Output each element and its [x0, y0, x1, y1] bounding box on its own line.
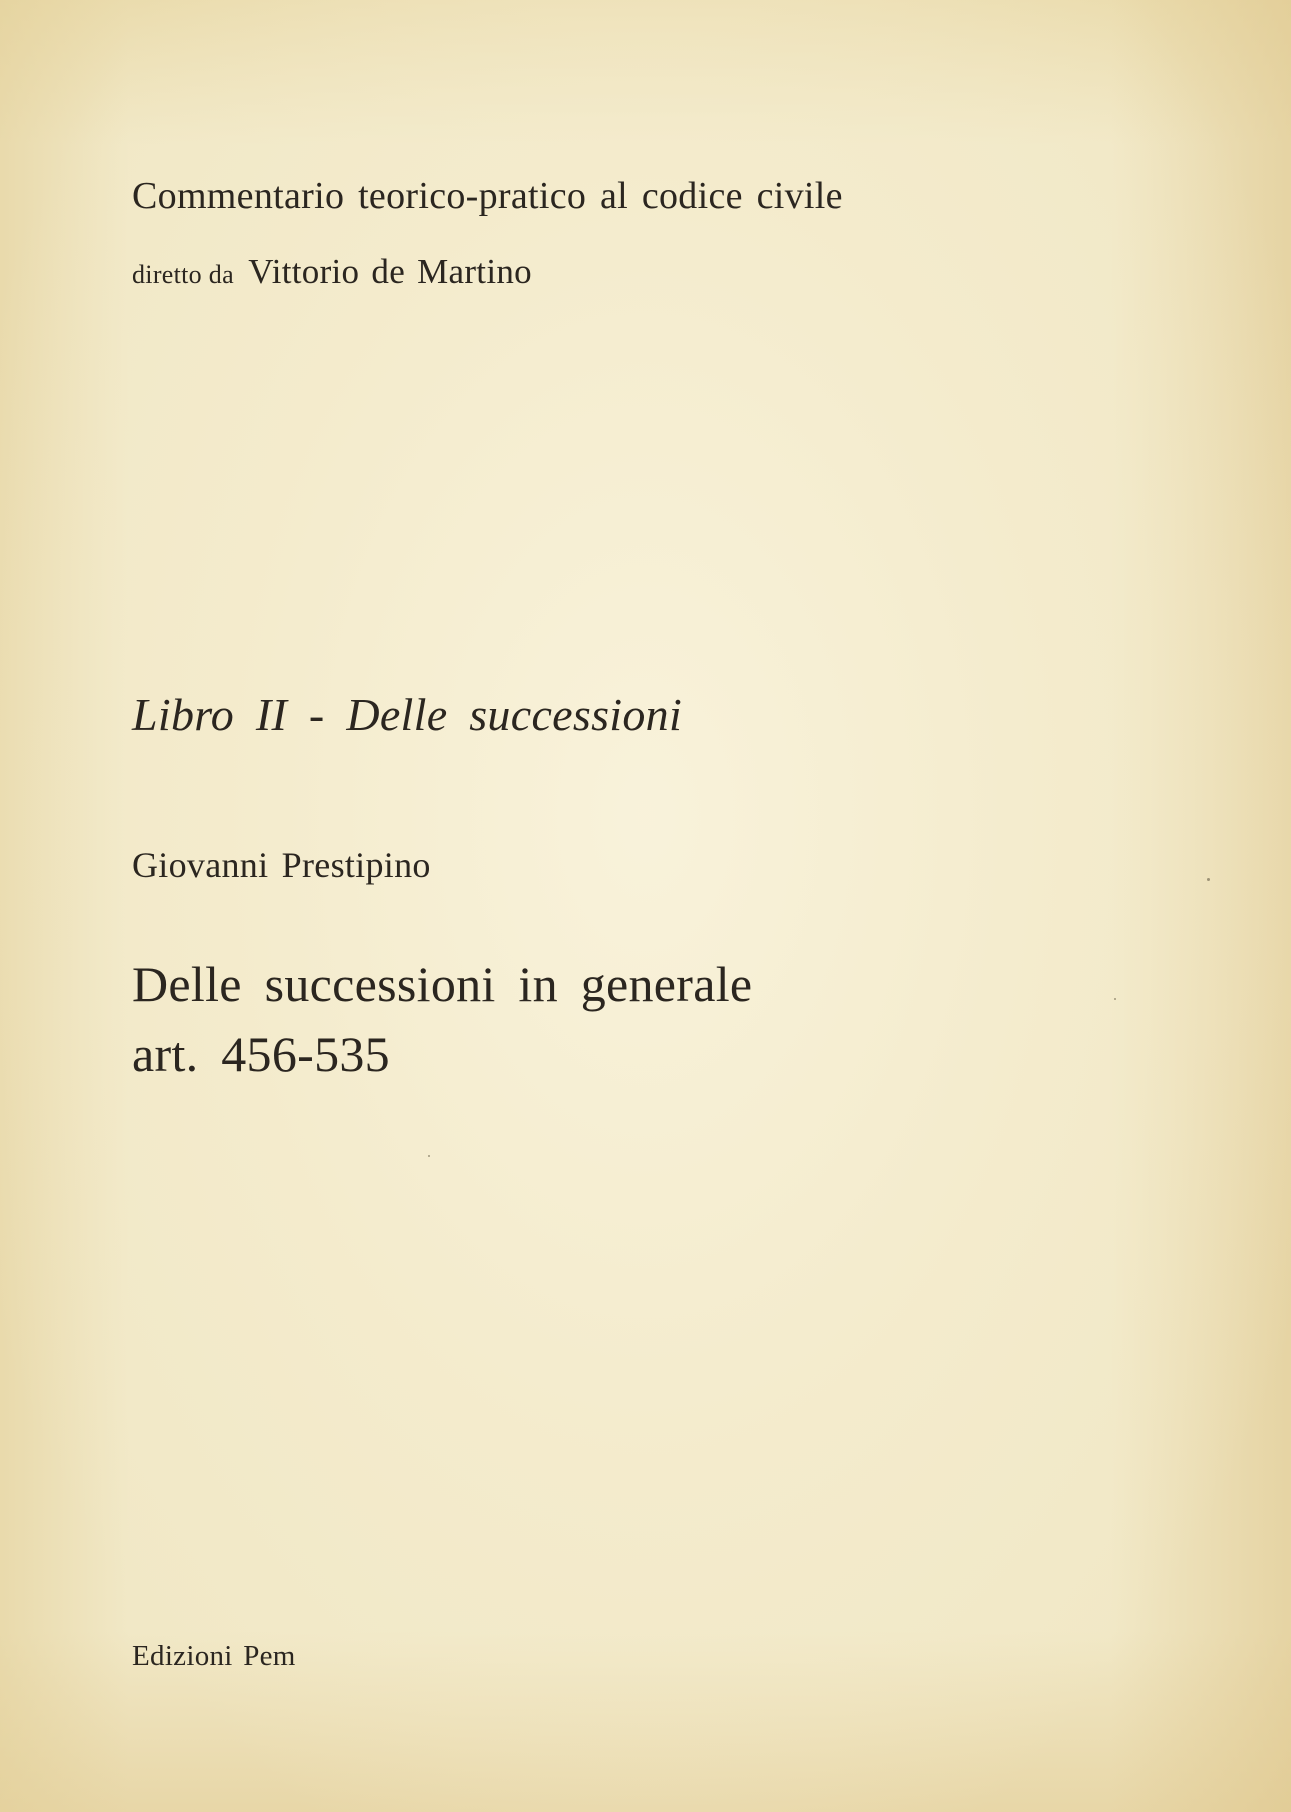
publisher-name: Edizioni Pem — [132, 1640, 296, 1672]
series-title: Commentario teorico-pratico al codice civile — [132, 175, 843, 217]
paper-speck — [1207, 878, 1210, 881]
director-line — [132, 252, 532, 292]
director-name: Vittorio de Martino — [248, 252, 532, 291]
paper-speck — [428, 1155, 430, 1157]
work-title: Delle successioni in generale — [132, 956, 753, 1012]
work-articles: art. 456-535 — [132, 1026, 390, 1082]
director-prefix: diretto da — [132, 260, 234, 289]
paper-speck — [1114, 998, 1116, 1000]
book-title: Libro II - Delle successioni — [132, 689, 683, 740]
author-name: Giovanni Prestipino — [132, 845, 431, 885]
